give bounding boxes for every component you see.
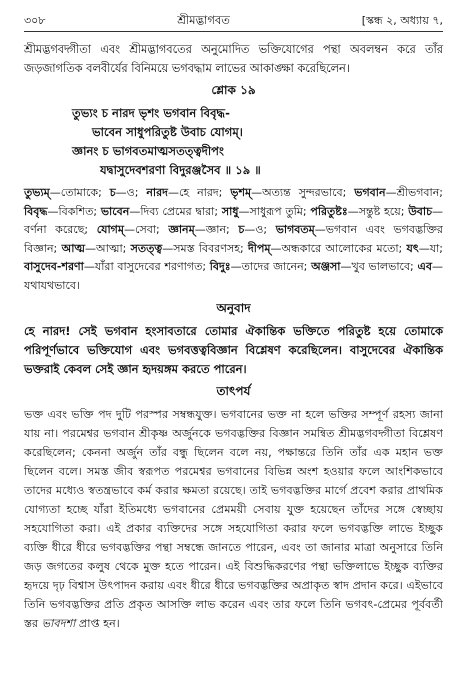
synonym-word: চ [238, 223, 245, 237]
purport-paragraph [24, 405, 443, 633]
verse-line-2: ভাবেন সাধুপরিতুষ্ট উবাচ যোগম্। [92, 125, 243, 139]
synonym-meaning: —তোমাকে; [49, 186, 110, 199]
page-number: ৩০৮ [24, 14, 46, 27]
synonym-word: বিদুঃ [209, 260, 231, 274]
purport-italic-term: ভাবদশা [41, 616, 76, 630]
sloka-heading: শ্লোক ১৯ [211, 83, 256, 97]
synonym-word: দীপম্ [248, 241, 271, 255]
purport-text-end: প্রাপ্ত হন। [75, 616, 120, 630]
synonym-word: নারদ [146, 186, 168, 199]
verse-line-3: জ্ঞানং চ ভাগবতমাত্মসতত্ত্বদীপং [72, 144, 224, 158]
synonym-meaning: —যাঁরা বাসুদেবের শরণাগত; [83, 260, 210, 274]
verse-line-4: যদ্বাসুদেবশরণা বিদুরঞ্জসৈব ॥ ১৯ ॥ [100, 163, 261, 177]
synonym-meaning: —সমস্ত বিবরণসহ; [162, 241, 249, 255]
page-header [24, 12, 443, 30]
synonym-word: উবাচ [408, 204, 433, 218]
section-reference: [স্কন্ধ ২, অধ্যায় ৭, [361, 14, 443, 27]
synonym-word: যৎ [406, 241, 419, 255]
synonym-word: চ [109, 186, 116, 199]
synonym-meaning: —জ্ঞান; [194, 223, 239, 237]
synonym-meaning: —তাদের জানেন; [230, 260, 312, 274]
translation-paragraph: হে নারদ! সেই ভগবান হংসাবতারে তোমার ঐকান্তিক ভক্তিতে পরিতুষ্ট হয়ে তোমাকে পরিপূর্ণভাবে ভক্তিযোগ এবং ভগবত্তত্ববিজ্ঞান বিশ্লেষণ করেছিলেন। বাসুদেবের ঐকান্তিক ভক্তরাই কেবল সেই জ্ঞান হৃদয়ঙ্গম করতে পারেন। [24, 323, 443, 376]
synonym-word: অঞ্জসা [311, 260, 341, 274]
synonym-word: এব [417, 260, 432, 274]
synonym-word: আত্ম [61, 241, 86, 255]
synonym-word: তুভ্যম্ [24, 186, 50, 199]
running-title: শ্রীমদ্ভাগবত [177, 13, 230, 27]
synonym-word: বাসুদেব-শরণা [24, 260, 84, 274]
synonym-word: ভাগবতম্ [275, 223, 315, 237]
intro-paragraph: শ্রীমদ্ভগবদ্গীতা এবং শ্রীমদ্ভাগবতের অনুমোদিত ভক্তিযোগের পন্থা অবলম্বন করে তাঁর জড়জাগতিক বলবীর্যের বিনিময়ে ভগবদ্ধাম লাভের আকাঙ্ক্ষা করেছিলেন। [24, 43, 443, 75]
synonym-meaning: —বর্ণনা করেছে; [24, 204, 444, 237]
synonym-meaning: —বিকশিত; [47, 204, 101, 218]
synonym-meaning: —ভগবান এবং ভগবদ্ভক্তির বিজ্ঞান; [24, 223, 443, 255]
synonym-meaning: —সাধুরূপ তুমি; [238, 204, 311, 218]
synonym-word: সাধু [221, 204, 239, 218]
synonym-meaning: —সন্তুষ্ট হয়ে; [347, 204, 409, 218]
synonym-word: বিবৃদ্ধ [24, 204, 48, 218]
synonym-word: ভগবান [354, 186, 386, 199]
translation-heading: অনুবাদ [216, 300, 251, 315]
synonym-word: ভাবেন [100, 204, 130, 218]
synonym-meaning: —অন্ধকারে আলোকের মতো; [270, 241, 407, 255]
synonym-meaning: —সেবা; [124, 223, 169, 237]
sanskrit-verse [72, 104, 443, 180]
synonym-meaning: —শ্রীভগবান; [385, 186, 443, 199]
purport-heading: তাৎপর্য [216, 383, 251, 398]
synonym-meaning: —খুব ভালভাবে; [340, 260, 418, 274]
synonym-meaning: —অত্যন্ত সুন্দরভাবে; [251, 186, 355, 199]
synonym-word: ভৃশম্ [230, 186, 252, 199]
synonym-word: সতত্ত্ব [130, 241, 163, 255]
synonym-meaning: —ও; [244, 223, 276, 237]
synonym-meaning: —দিব্য প্রেমের দ্বারা; [129, 204, 222, 218]
synonyms-paragraph [24, 184, 443, 296]
synonym-word: যোগম্ [96, 223, 124, 237]
purport-text: ভক্ত এবং ভক্তি পদ দুটি পরস্পর সম্বন্ধযুক্ত। ভগবানের ভক্ত না হলে ভক্তির সম্পূর্ণ রহস্য জানা যায় না। পরমেশ্বর ভগবান শ্রীকৃষ্ণ অর্জুনকে ভগবদ্ভক্তির বিজ্ঞান সমন্বিত শ্রীমদ্ভগবদ্গীতা বিশ্লেষণ করেছিলেন; কেননা অর্জুন তাঁর বন্ধু ছিলেন বলে নয়, পক্ষান্তরে তিনি তাঁর এক মহান ভক্ত ছিলেন বলে। সমস্ত জীব স্বরূপত পরমেশ্বর ভগবানের বিভিন্ন অংশ হওয়ার ফলে আংশিকভাবে তাদের মধ্যেও স্বতন্ত্রভাবে কর্ম করার ক্ষমতা রয়েছে। তাই ভগবদ্ভক্তির মার্গে প্রবেশ করার প্রাথমিক যোগ্যতা হচ্ছে যাঁরা ইতিমধ্যে ভগবানের প্রেমময়ী সেবায় যুক্ত হয়েছেন তাঁদের সঙ্গে স্বেচ্ছায় সহযোগিতা করা। এই প্রকার ব্যক্তিদের সঙ্গে সহযোগিতা করার ফলে ভগবদ্ভক্তি লাভে ইচ্ছুক ব্যক্তি ধীরে ধীরে ভগবদ্ভক্তির পন্থা সম্বন্ধে জানতে পারেন, এবং তা জানার মাত্রা অনুসারে তিনি জড় জগতের কলুষ থেকে মুক্ত হতে পারেন। এই বিশুদ্ধিকরণের পন্থা ভক্তিলাভে ইচ্ছুক ব্যক্তির হৃদয়ে দৃঢ় বিশ্বাস উৎপাদন করায় এবং ধীরে ধীরে ভগবদ্ভক্তির অপ্রাকৃত স্বাদ প্রদান করে। এইভাবে তিনি ভগবদ্ভক্তির প্রতি প্রকৃত আসক্তি লাভ করেন এবং তার ফলে তিনি ভগবৎ-প্রেমের পূর্ববর্তী স্তর [24, 407, 443, 630]
synonym-meaning: —হে নারদ; [167, 186, 231, 199]
synonym-word: পরিতুষ্টঃ [310, 204, 348, 218]
verse-line-1: তুভ্যং চ নারদ ভৃশং ভগবান বিবৃদ্ধ- [72, 106, 230, 120]
synonym-meaning: —আত্মা; [85, 241, 131, 255]
synonym-word: জ্ঞানম্ [168, 223, 195, 237]
header-rule [24, 31, 443, 32]
synonym-meaning: —যা; [418, 241, 443, 255]
synonym-meaning: —ও; [115, 186, 147, 199]
synonym-meaning: —যথাযথভাবে। [24, 260, 443, 292]
